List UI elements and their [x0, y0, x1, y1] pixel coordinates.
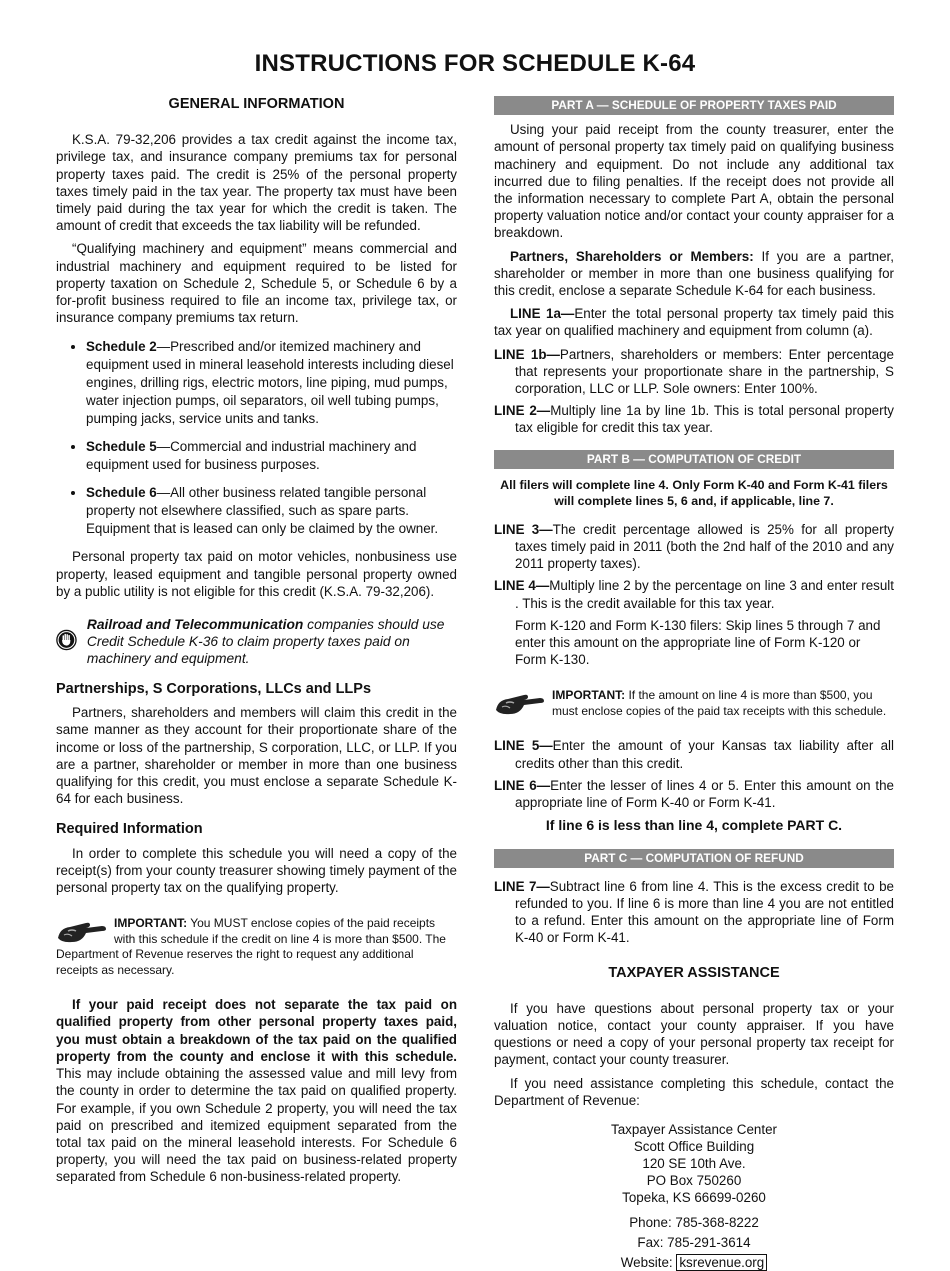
partnerships-heading: Partnerships, S Corporations, LLCs and LLPs [56, 681, 372, 698]
left-column [56, 96, 457, 1192]
pointing-hand-icon [56, 918, 108, 944]
important-notice [56, 916, 457, 978]
schedule-text: —Commercial and industrial machinery and equipment used for business purposes. [86, 439, 417, 473]
line-2-label: LINE 2— [494, 403, 551, 419]
website-label: Website: [620, 1254, 677, 1270]
line-7-label: LINE 7— [494, 878, 550, 894]
fax-number: Fax: 785-291-3614 [637, 1234, 751, 1250]
page-title: INSTRUCTIONS FOR SCHEDULE K-64 [254, 50, 696, 77]
general-paragraph-2: “Qualifying machinery and equipment” means commercial and industrial machinery and equipment required to be listed for property taxation on Schedule 2, Schedule 5, or Schedule 6 by a for-profit business required to file an income tax, privilege tax, or insurance company premiums tax return. [56, 241, 457, 326]
line-4-paragraph [494, 577, 894, 611]
line-7-paragraph [494, 878, 894, 947]
important-text: If the amount on line 4 is more than $500, you must enclose copies of the paid tax receipts with this schedule. [552, 688, 887, 718]
line-2-paragraph [494, 402, 894, 436]
general-paragraph-1: K.S.A. 79-32,206 provides a tax credit against the income tax, privilege tax, and insurance company premiums tax for personal property taxes paid. The credit is 25% of the personal property taxes timely paid in the tax year. The property tax must have been timely paid during the tax year for which the credit is taken. The amount of credit that exceeds the tax liability will be refunded. [56, 132, 457, 234]
partners-paragraph [494, 248, 894, 300]
required-information-heading: Required Information [56, 821, 203, 838]
line-4-subparagraph: Form K-120 and Form K-130 filers: Skip lines 5 through 7 and enter this amount on the appropriate line of Form K-120 or Form K-130. [515, 617, 881, 668]
pointing-hand-icon [494, 690, 546, 716]
ineligible-paragraph: Personal property tax paid on motor vehicles, nonbusiness use property, leased equipment and tangible personal property owned by a public utility is not eligible for this credit (K.S.A. 79-32,206). [56, 549, 457, 599]
part-c-header: PART C — COMPUTATION OF REFUND [494, 849, 894, 868]
required-paragraph: In order to complete this schedule you will need a copy of the receipt(s) from your county treasurer showing timely payment of the personal property tax on the qualifying property. [56, 845, 457, 896]
line-4-label: LINE 4— [494, 578, 550, 594]
list-item [86, 484, 457, 538]
line-6-paragraph [494, 777, 894, 811]
list-item [86, 338, 457, 428]
website-line [494, 1254, 894, 1271]
breakdown-rest: This may include obtaining the assessed value and mill levy from the county in order to determine the tax paid on qualified property. For example, if you own Schedule 2 property, you will need the tax paid on prescribed and itemized equipment separated from the total tax paid on the mineral leasehold interests. For Schedule 6 property, you will need the tax paid on business-related property separated from Schedule 6 non-business-related property. [56, 1066, 457, 1185]
schedule-label: Schedule 6 [86, 485, 157, 501]
line-6-label: LINE 6— [494, 777, 551, 793]
partners-label: Partners, Shareholders or Members: [510, 248, 754, 264]
line-5-label: LINE 5— [494, 738, 553, 754]
right-column [494, 96, 894, 1271]
line-4-text: Multiply line 2 by the percentage on line 3 and enter result . This is the credit available for this tax year. [515, 578, 894, 611]
schedule-text: —All other business related tangible personal property not elsewhere classified, such as spare parts. Equipment that is leased can only be claimed by the owner. [86, 485, 439, 537]
taxpayer-assistance-heading: TAXPAYER ASSISTANCE [608, 964, 780, 981]
assistance-paragraph-1: If you have questions about personal property tax or your valuation notice, contact your county appraiser. If you have questions or need a copy of your personal property tax receipt for payment, contact your county treasurer. [494, 1000, 894, 1068]
railroad-notice-bold: Railroad and Telecommunication [86, 617, 304, 633]
address-line: Taxpayer Assistance Center [611, 1121, 777, 1137]
line-5-text: Enter the amount of your Kansas tax liability after all credits other than this credit. [515, 738, 895, 771]
contact-address [494, 1121, 894, 1271]
general-information-heading: GENERAL INFORMATION [168, 96, 345, 112]
line-1b-text: Partners, shareholders or members: Enter percentage that represents your proportionate share in the partnership, S corporation, LLC or LLP. Sole owners: Enter 100%. [515, 346, 894, 397]
line-3-text: The credit percentage allowed is 25% for all property taxes timely paid in 2011 (both the 2nd half of the 2010 and any 2011 property taxes). [515, 521, 894, 572]
all-filers-note: All filers will complete line 4. Only Form K-40 and Form K-41 filers will complete lines 5, 6 and, if applicable, line 7. [500, 477, 888, 508]
important-label: IMPORTANT: [552, 688, 626, 703]
line-1a-text: Enter the total personal property tax timely paid this tax year on qualified machinery and equipment from column (a). [494, 306, 894, 339]
address-line: 120 SE 10th Ave. [642, 1155, 746, 1171]
line-1a-paragraph [494, 305, 894, 339]
website-link[interactable]: ksrevenue.org [676, 1254, 767, 1271]
line-3-paragraph [494, 521, 894, 573]
important-text: You MUST enclose copies of the paid receipts with this schedule if the credit on line 4 is more than $500. The Department of Revenue reserves the right to request any additional receipts as necessary. [56, 916, 446, 977]
phone-number: Phone: 785-368-8222 [629, 1214, 759, 1230]
part-a-header: PART A — SCHEDULE OF PROPERTY TAXES PAID [494, 96, 894, 115]
important-label: IMPORTANT: [114, 916, 188, 931]
schedule-list [56, 338, 457, 538]
address-line: PO Box 750260 [646, 1172, 742, 1188]
part-b-header: PART B — COMPUTATION OF CREDIT [494, 450, 894, 469]
partners-text: If you are a partner, shareholder or member in more than one business qualifying for this credit, enclose a separate Schedule K-64 for each business. [494, 248, 894, 299]
line-1b-paragraph [494, 346, 894, 398]
schedule-text: —Prescribed and/or itemized machinery and equipment used in mineral leasehold interests including diesel engines, drilling rigs, electric motors, line piping, mud pumps, water injection pumps, oil separators, oil well tubing pumps, pumping jacks, service units and tanks. [86, 339, 454, 427]
railroad-notice [56, 616, 457, 667]
assistance-paragraph-2: If you need assistance completing this schedule, contact the Department of Revenue: [494, 1075, 894, 1108]
railroad-notice-text [87, 616, 457, 667]
stop-hand-icon [56, 616, 77, 664]
line-1a-label: LINE 1a— [510, 306, 575, 322]
breakdown-paragraph [56, 996, 457, 1185]
line-5-paragraph [494, 737, 894, 771]
line-3-label: LINE 3— [494, 521, 553, 537]
partnerships-paragraph: Partners, shareholders and members will claim this credit in the same manner as they account for their proportionate share of the income or loss of the partnership, S corporation, LLC, or LLP. If you are a partner, shareholder or member in more than one business qualifying for this credit, you must enclose a separate Schedule K-64 for each business. [56, 705, 457, 807]
list-item [86, 438, 457, 474]
important-notice-right [494, 688, 894, 719]
line-6-text: Enter the lesser of lines 4 or 5. Enter this amount on the appropriate line of Form K-40 or Form K-41. [515, 777, 895, 811]
line-2-text: Multiply line 1a by line 1b. This is total personal property tax eligible for credit this tax year. [515, 403, 894, 436]
breakdown-bold: If your paid receipt does not separate the tax paid on qualified property from other personal property taxes paid, you must obtain a breakdown of the tax paid on the qualified property from the county and enclose it with this schedule. [56, 997, 457, 1064]
schedule-label: Schedule 2 [86, 339, 157, 355]
schedule-label: Schedule 5 [86, 439, 157, 455]
line-7-text: Subtract line 6 from line 4. This is the excess credit to be refunded to you. If line 6 is more than line 4 you are not entitled to a refund. Enter this amount on the appropriate line of Form K-40 or Form K-41. [515, 878, 895, 946]
railroad-notice-rest: companies should use Credit Schedule K-36 to claim property taxes paid on machinery and equipment. [86, 617, 445, 667]
part-c-instruction: If line 6 is less than line 4, complete PART C. [545, 817, 843, 834]
part-a-paragraph: Using your paid receipt from the county treasurer, enter the amount of personal property tax timely paid on qualifying business machinery and equipment. Do not include any additional tax incurred due to filing penalties. If the receipt does not provide all the information necessary to complete Part A, obtain the personal property valuation notice and/or contact your county appraiser for a breakdown. [494, 122, 894, 241]
line-1b-label: LINE 1b— [494, 346, 560, 362]
address-line: Scott Office Building [633, 1138, 755, 1154]
address-line: Topeka, KS 66699-0260 [622, 1189, 766, 1205]
